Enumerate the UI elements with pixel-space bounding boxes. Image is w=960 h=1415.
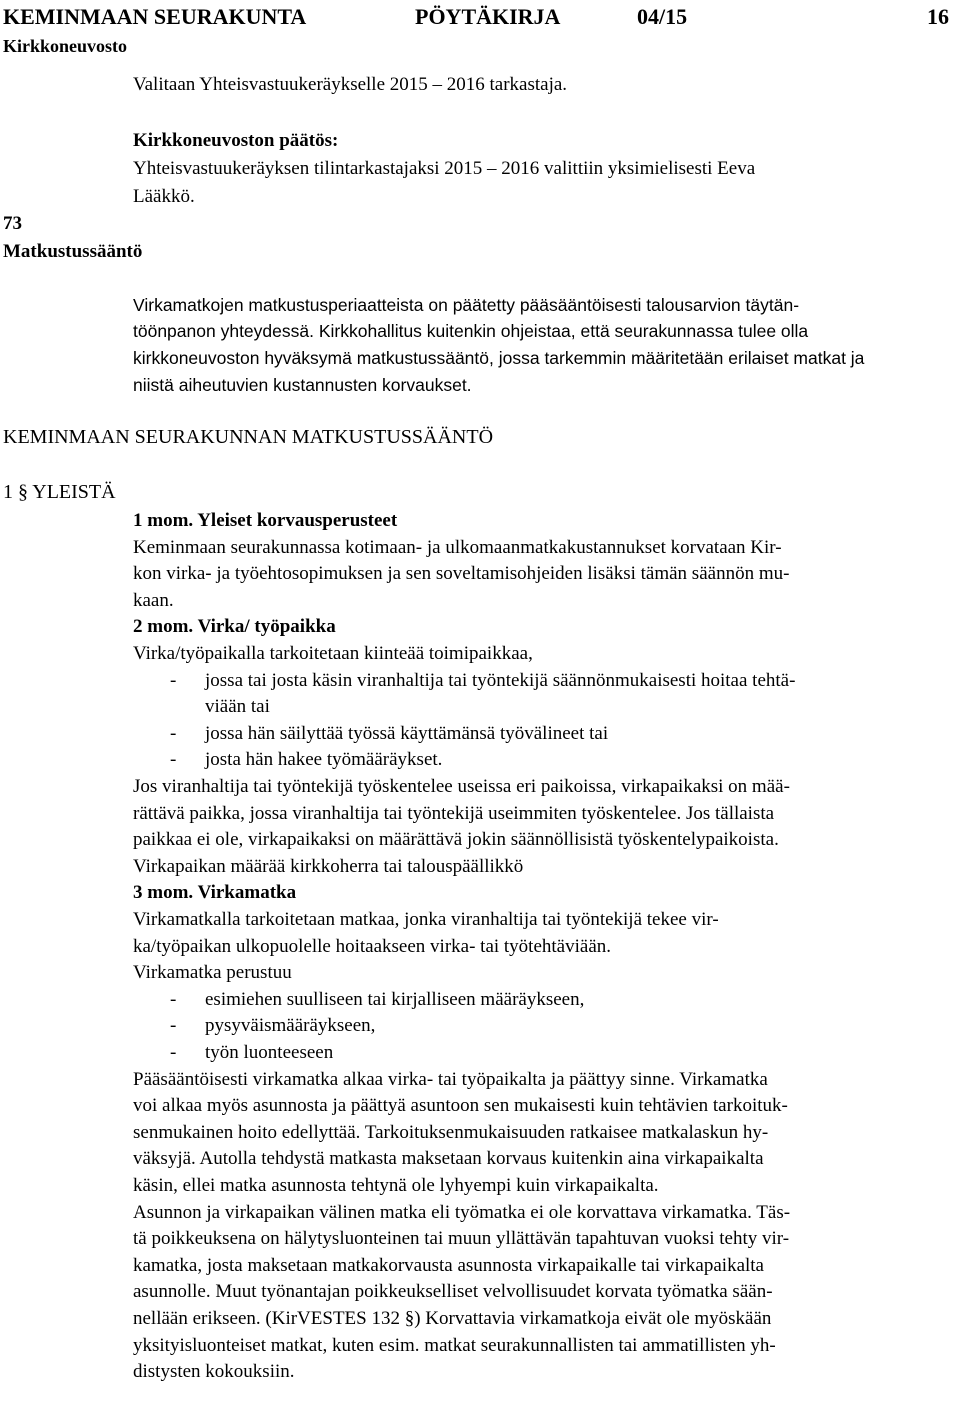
- rule-mom-heading: [133, 508, 397, 534]
- item73-number: 73: [3, 213, 22, 234]
- bullet-dash: -: [170, 722, 177, 744]
- item72-decision-line: Lääkkö.: [133, 186, 195, 207]
- mom-title: Virka/ työpaikka: [197, 616, 336, 638]
- item72-intro: Valitaan Yhteisvastuukeräykselle 2015 – 2016 tarkastaja.: [133, 74, 568, 95]
- rule-text-line: kamatka, josta maksetaan matkakorvausta asunnosta virkapaikalle tai virkapaikalta: [133, 1254, 764, 1276]
- mom-label: 3 mom.: [133, 882, 194, 904]
- rule-text-line: viään tai: [205, 696, 270, 718]
- item73-body-line: niistä aiheutuvien kustannusten korvaukset.: [133, 375, 472, 395]
- bullet-item: esimiehen suulliseen tai kirjalliseen määräykseen,: [205, 988, 585, 1010]
- header-body: Kirkkoneuvosto: [3, 36, 128, 56]
- bullet-dash: -: [170, 669, 177, 691]
- rule-mom-heading: [133, 880, 296, 906]
- item73-body-line: Virkamatkojen matkustusperiaatteista on päätetty pääsääntöisesti talousarvion täytän-: [133, 295, 800, 315]
- rule-text-line: kaan.: [133, 589, 174, 611]
- bullet-item: pysyväismääräykseen,: [205, 1015, 376, 1037]
- rule-text-line: Keminmaan seurakunnassa kotimaan- ja ulkomaanmatkakustannukset korvataan Kir-: [133, 536, 782, 558]
- rule-text-line: Virkamatka perustuu: [133, 962, 292, 984]
- rule-text-line: asunnolle. Muut työnantajan poikkeukselliset velvollisuudet korvata työmatka sään-: [133, 1281, 773, 1303]
- bullet-item: jossa hän säilyttää työssä käyttämänsä työvälineet tai: [205, 722, 609, 744]
- rule-text-line: Virkapaikan määrää kirkkoherra tai talouspäällikkö: [133, 855, 524, 877]
- header-org: KEMINMAAN SEURAKUNTA: [3, 4, 307, 29]
- item72-decision-line: Yhteisvastuukeräyksen tilintarkastajaksi 2015 – 2016 valittiin yksimielisesti Eeva: [133, 158, 756, 179]
- mom-title: Yleiset korvausperusteet: [197, 510, 398, 531]
- rule-text-line: distysten kokouksiin.: [133, 1361, 295, 1383]
- rule-text-line: rättävä paikka, jossa viranhaltija tai työntekijä useimmiten työskentelee. Jos tällaista: [133, 802, 775, 824]
- header-page-number: 16: [927, 4, 949, 29]
- rule-text-line: nellään erikseen. (KirVESTES 132 §) Korvattavia virkamatkoja eivät ole myöskään: [133, 1308, 772, 1329]
- rule-text-line: Virkamatkalla tarkoitetaan matkaa, jonka viranhaltija tai työntekijä tekee vir-: [133, 909, 719, 930]
- rule-text-line: väksyjä. Autolla tehdystä matkasta maksetaan korvaus kuitenkin aina virkapaikalta: [133, 1148, 764, 1170]
- bullet-dash: -: [170, 1015, 177, 1037]
- header-doc-type: PÖYTÄKIRJA: [415, 4, 561, 29]
- rule-text-line: Virka/työpaikalla tarkoitetaan kiinteää toimipaikkaa,: [133, 643, 533, 664]
- mom-title: Virkamatka: [197, 882, 297, 904]
- bullet-dash: -: [170, 749, 177, 771]
- rule-text-line: Pääsääntöisesti virkamatka alkaa virka- tai työpaikalta ja päättyy sinne. Virkamatka: [133, 1068, 768, 1090]
- mom-label: 1 mom.: [133, 510, 194, 531]
- rule-text-line: Jos viranhaltija tai työntekijä työskentelee useissa eri paikoissa, virkapaikaksi on mää-: [133, 776, 790, 797]
- bullet-item: jossa tai josta käsin viranhaltija tai työntekijä säännönmukaisesti hoitaa tehtä-: [205, 669, 796, 691]
- rule-text-line: ka/työpaikan ulkopuolelle hoitaakseen virka- tai työtehtäviään.: [133, 935, 612, 957]
- rule-heading: KEMINMAAN SEURAKUNNAN MATKUSTUSSÄÄNTÖ: [3, 426, 494, 448]
- bullet-dash: -: [170, 1042, 177, 1063]
- rule-mom-heading: [133, 614, 336, 640]
- rule-text-line: kon virka- ja työehtosopimuksen ja sen soveltamisohjeiden lisäksi tämän säännön mu-: [133, 563, 790, 585]
- mom-label: 2 mom.: [133, 616, 194, 638]
- item73-body-line: kirkkoneuvoston hyväksymä matkustussääntö, jossa tarkemmin määritetään erilaiset matkat ja: [133, 348, 865, 368]
- rule-text-line: tä poikkeuksena on hälytysluonteinen tai muun yllättävän tapahtuvan vuoksi tehty vir-: [133, 1228, 790, 1250]
- header-number: 04/15: [637, 4, 688, 29]
- rule-text-line: paikkaa ei ole, virkapaikaksi on määrättävä jokin säännöllisistä työskentelypaikoista.: [133, 829, 779, 851]
- rule-text-line: voi alkaa myös asunnosta ja päättyä asuntoon sen mukaisesti kuin tehtävien tarkoituk-: [133, 1095, 788, 1117]
- rule-text-line: Asunnon ja virkapaikan välinen matka eli työmatka ei ole korvattava virkamatka. Täs-: [133, 1201, 791, 1223]
- bullet-item: työn luonteeseen: [205, 1042, 334, 1063]
- section-heading: 1 § YLEISTÄ: [3, 481, 116, 503]
- bullet-dash: -: [170, 988, 177, 1010]
- bullet-item: josta hän hakee työmääräykset.: [205, 749, 443, 771]
- rule-text-line: käsin, ellei matka asunnosta tehtynä ole lyhyempi kuin virkapaikalta.: [133, 1175, 659, 1196]
- rule-text-line: senmukainen hoito edellyttää. Tarkoituksenmukaisuuden ratkaisee matkalaskun hy-: [133, 1121, 769, 1143]
- rule-text-line: yksityisluonteiset matkat, kuten esim. matkat seurakunnallisten tai ammatillisten yh-: [133, 1334, 776, 1356]
- item73-body-line: töönpanon yhteydessä. Kirkkohallitus kuitenkin ohjeistaa, että seurakunnassa tulee olla: [133, 321, 809, 341]
- item73-title: Matkustussääntö: [3, 241, 143, 262]
- item72-decision-heading: Kirkkoneuvoston päätös:: [133, 130, 339, 151]
